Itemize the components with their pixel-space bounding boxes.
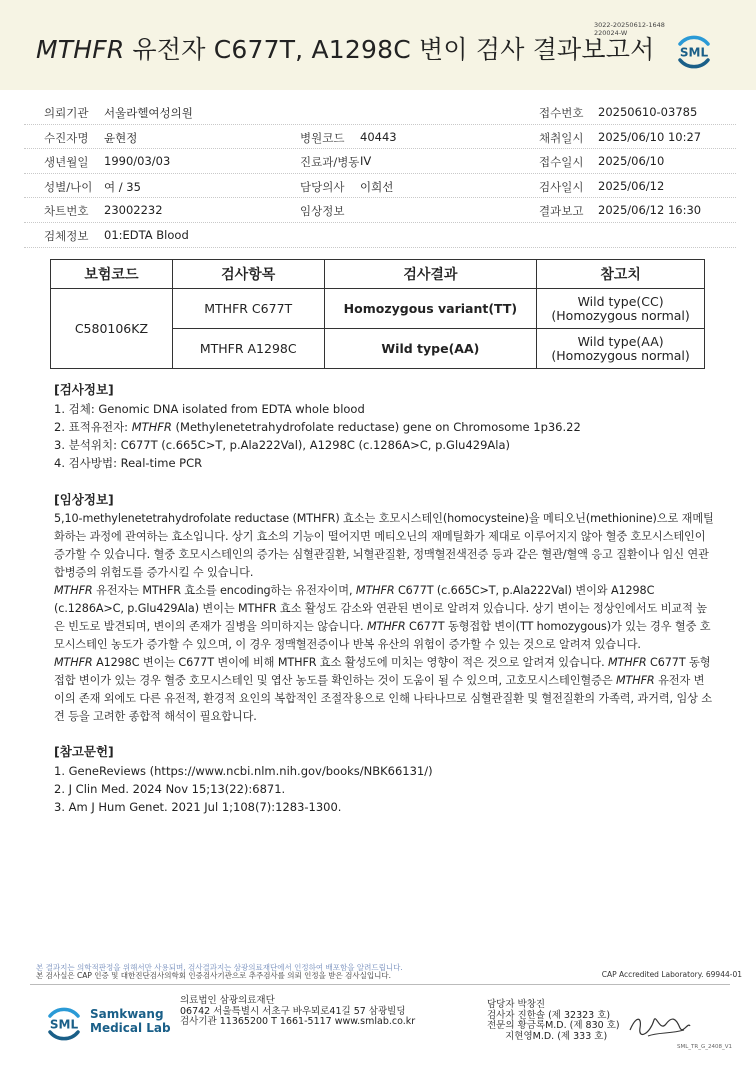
handwritten-signature [628,1010,692,1040]
chart-value: 23002232 [104,203,163,218]
reference-item: 1. GeneReviews (https://www.ncbi.nlm.nih.gov/books/NBK66131/) [54,764,433,778]
document-code-line2: 220024-W [594,29,628,37]
institution-value: 서울라헬여성의원 [104,106,193,120]
dob-value: 1990/03/03 [104,154,171,169]
test-info-line: 3. 분석위치: C677T (c.665C>T, p.Ala222Val), A1298C (c.1286A>C, p.Glu429Ala) [54,438,510,452]
reference-line1: Wild type(CC) [577,293,664,309]
specimen-label: 검체정보 [44,228,89,243]
test-info-gene: MTHFR [131,420,172,434]
signatory-line: 전문의 황금록M.D. (제 830 호) [487,1020,620,1031]
info-row [24,125,736,150]
sml-logo-icon [674,32,714,72]
report-header [0,0,756,90]
test-result-cell: Homozygous variant(TT) [324,289,537,329]
form-number: SML_TR_G_2408_V1 [676,1044,732,1050]
reference-item: 3. Am J Hum Genet. 2021 Jul 1;108(7):1283-1300. [54,800,342,814]
signatory-line: 검사자 진한솔 (제 32323 호) [487,1009,611,1021]
document-code [594,21,665,37]
dept-value: IV [360,154,372,169]
document-code-line1: 3022-20250612-1648 [594,21,665,29]
signatory-line: 지현영M.D. (제 333 호) [487,1030,608,1042]
test-info-line: 1. 검체: Genomic DNA isolated from EDTA whole blood [54,402,365,416]
address-line: 검사기관 11365200 T 1661-5117 www.smlab.co.kr [180,1016,416,1027]
footer-note-2: 본 검사실은 CAP 인증 및 대한진단검사의학회 인증검사기관으로 추주검사를 의뢰 인정을 받은 검사실입니다. [36,971,392,980]
table-row [51,289,705,329]
results-header-row [51,260,705,289]
test-info-section [54,380,714,472]
receipt-no-label: 접수번호 [539,106,584,120]
references-section [54,742,714,816]
gene-name: MTHFR [366,620,406,633]
reference-cell [537,329,705,369]
hospital-code-value: 40443 [360,129,397,144]
lab-address [180,996,415,1028]
paragraph-text: 유전자는 MTHFR 효소를 encoding하는 유전자이며, [92,584,356,597]
gene-name: MTHFR [54,656,93,669]
paragraph-text: 유전자 변이의 존재 외에도 다른 유전적, 환경적 요인의 복합적인 조절작용으로 인해 나타나므로 심혈관질환 및 혈전질환의 가족력, 과거력, 임상 소견 등을 고려한 종합적 해석이 필요합니다. [54,674,713,723]
clinical-label: 임상정보 [300,204,345,219]
receipt-no-value: 20250610-03785 [598,105,698,119]
test-info-line: 4. 검사방법: Real-time PCR [54,456,203,470]
address-line: 의료법인 삼광의료재단 [180,995,275,1006]
title-text: 유전자 C677T, A1298C 변이 검사 결과보고서 [124,35,655,64]
hospital-code-label: 병원코드 [300,130,345,145]
reference-cell [537,289,705,329]
paragraph-text: C677T (c.665C>T, p.Ala222Val) 변이와 A1298C (c.1286A>C, p.Glu429Ala) 변이는 MTHFR 효소 활성도 감소와 연관된 변이로 알려져 있습니다. 상기 변이는 정상인에서도 비교적 높은 빈도로 발견되며, 변이의 존재가 질병을 의미하지는 않습니다. [54,584,707,633]
examinee-label: 수진자명 [44,130,89,145]
footer-divider [30,984,730,985]
info-row [24,223,736,248]
chart-label: 차트번호 [44,204,89,219]
tested-value: 2025/06/12 [598,178,665,193]
test-info-target-label: 2. 표적유전자: [54,420,132,434]
test-item-cell: MTHFR A1298C [172,329,324,369]
gene-name: MTHFR [54,584,93,597]
brand-line1: Samkwang [90,1007,164,1021]
collected-value: 2025/06/10 10:27 [598,129,702,144]
paragraph-text: A1298C 변이는 C677T 변이에 비해 MTHFR 효소 활성도에 미치는 영향이 적은 것으로 알려져 있습니다. [92,656,608,669]
paragraph-text: C677T 동형접합 변이가 있는 경우 혈중 호모시스테인 및 엽산 농도를 확인하는 것이 도움이 될 수 있으며, 고호모시스테인혈증은 [54,656,711,687]
cap-accreditation: CAP Accredited Laboratory. 69944-01 [601,970,742,979]
reference-line1: Wild type(AA) [577,333,664,349]
title-gene-name: MTHFR [36,35,125,64]
clinical-info-text [54,510,714,726]
reported-label: 결과보고 [539,204,584,219]
reported-value: 2025/06/12 16:30 [598,203,702,218]
results-table [50,259,705,369]
signatory-line: 담당자 박창진 [487,999,546,1010]
info-row [24,198,736,223]
signatories [487,1000,620,1042]
report-title [36,30,654,66]
test-item-cell: MTHFR C677T [172,289,324,329]
lab-brand [90,1007,171,1035]
gene-name: MTHFR [616,674,655,687]
patient-info [24,100,736,248]
doctor-value: 이희선 [360,179,394,194]
reference-line2: (Homozygous normal) [551,347,690,363]
dob-label: 생년월일 [44,155,89,170]
clinical-info-section [54,490,714,726]
header-insurance-code: 보험코드 [51,260,173,289]
doctor-label: 담당의사 [300,179,345,194]
gene-name: MTHFR [355,584,395,597]
collected-label: 채취일시 [539,130,584,145]
header-reference: 참고치 [537,260,705,289]
paragraph-text: C677T 동형접합 변이(TT homozygous)가 있는 경우 혈중 호모시스테인 농도가 증가할 수 있으며, 이 경우 정맥혈전증이나 반복 유산의 위험이 증가할 수 있는 것으로 알려져 있습니다. [54,620,711,651]
insurance-code-cell: C580106KZ [51,289,173,369]
gene-name: MTHFR [607,656,647,669]
info-row [24,100,736,125]
sml-logo-icon [44,1004,84,1044]
test-result-cell: Wild type(AA) [324,329,537,369]
brand-line2: Medical Lab [90,1021,171,1035]
logo-text: SML [49,1017,79,1032]
clinical-paragraph-3 [54,654,714,726]
dept-label: 진료과/병동 [300,155,360,170]
received-value: 2025/06/10 [598,154,665,169]
test-info-title: [검사정보] [54,382,114,397]
specimen-value: 01:EDTA Blood [104,227,189,242]
sex-age-value: 여 / 35 [104,179,141,194]
reference-item: 2. J Clin Med. 2024 Nov 15;13(22):6871. [54,782,286,796]
logo-text: SML [679,45,709,60]
address-line: 06742 서울특별시 서초구 바우뫼로41길 57 삼광빌딩 [180,1005,406,1017]
reference-line2: (Homozygous normal) [551,307,690,323]
examinee-value: 윤현정 [104,130,138,145]
header-test-item: 검사항목 [172,260,324,289]
institution-label: 의뢰기관 [44,106,89,120]
info-row [24,149,736,174]
test-info-gene-desc: (Methylenetetrahydrofolate reductase) gene on Chromosome 1p36.22 [171,420,581,434]
tested-label: 검사일시 [539,179,584,194]
sex-age-label: 성별/나이 [44,179,93,194]
clinical-info-title: [임상정보] [54,492,114,507]
header-test-result: 검사결과 [324,260,537,289]
references-title: [참고문헌] [54,744,114,759]
test-info-line [54,418,714,436]
info-row [24,174,736,199]
clinical-paragraph-1: 5,10-methylenetetrahydrofolate reductase (MTHFR) 효소는 호모시스테인(homocysteine)을 메티오닌(methionine)으로 재메틸화하는 과정에 관여하는 효소입니다. 상기 효소의 기능이 떨어지면 메티오닌의 재메틸화가 제대로 이루어지지 않아 혈중 호모시스테인이 증가할 수 있습니다. 혈중 호모시스테인의 증가는 심혈관질환, 뇌혈관질환, 정맥혈전색전증 등과 같은 혈관/혈액 응고 질환이나 임신 연관 합병증의 위험도를 증가시킬 수 있습니다. [54,512,714,579]
clinical-paragraph-2 [54,582,714,654]
footer-note-1: 본 결과지는 의학적판정을 위해서만 사용되며, 검사결과지는 삼광의료재단에서 인정하여 배포함을 알려드립니다. [36,963,403,972]
received-label: 접수일시 [539,155,584,170]
